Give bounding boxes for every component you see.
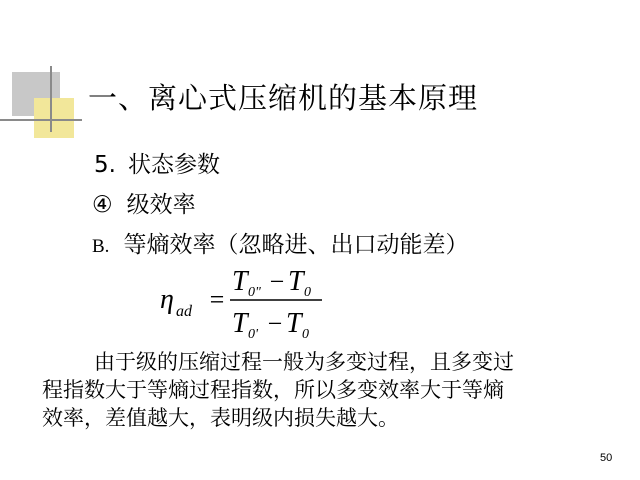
- formula-den-T1-sub: 0': [248, 327, 258, 342]
- decorative-horizontal-line: [0, 119, 82, 121]
- subsection-symbol: ④: [92, 192, 113, 218]
- formula-num-minus: −: [268, 267, 286, 296]
- formula-den-T1: T: [232, 308, 248, 339]
- formula-equals: =: [208, 285, 226, 314]
- efficiency-formula: [150, 262, 390, 342]
- section-heading: [94, 146, 220, 179]
- decorative-vertical-line: [50, 66, 52, 132]
- section-number: 5.: [94, 152, 116, 178]
- formula-eta: η: [160, 284, 174, 315]
- formula-num-T2: T: [288, 266, 304, 297]
- paragraph-line-2: 程指数大于等熵过程指数，所以多变效率大于等熵: [42, 378, 504, 402]
- decorative-yellow-square: [34, 98, 74, 138]
- formula-eta-subscript: ad: [176, 303, 192, 320]
- section-label: 状态参数: [127, 152, 220, 178]
- page-number: 50: [600, 452, 613, 464]
- subsection-label: 级效率: [126, 192, 196, 218]
- formula-den-T2: T: [286, 308, 302, 339]
- slide-title: 一、离心式压缩机的基本原理: [88, 81, 479, 115]
- subsection-heading: [92, 186, 196, 219]
- item-bullet: B.: [92, 236, 110, 257]
- item-heading: [92, 226, 468, 259]
- paragraph-line-1: 由于级的压缩过程一般为多变过程，且多变过: [94, 350, 514, 374]
- formula-num-T2-sub: 0: [304, 285, 311, 300]
- formula-num-T1-sub: 0": [248, 285, 261, 300]
- paragraph-line-3: 效率，差值越大，表明级内损失越大。: [42, 406, 399, 430]
- item-label: 等熵效率（忽略进、出口动能差）: [123, 232, 469, 258]
- formula-num-T1: T: [232, 266, 248, 297]
- formula-den-T2-sub: 0: [302, 327, 309, 342]
- formula-den-minus: −: [266, 309, 284, 338]
- explanation-paragraph: [42, 348, 602, 432]
